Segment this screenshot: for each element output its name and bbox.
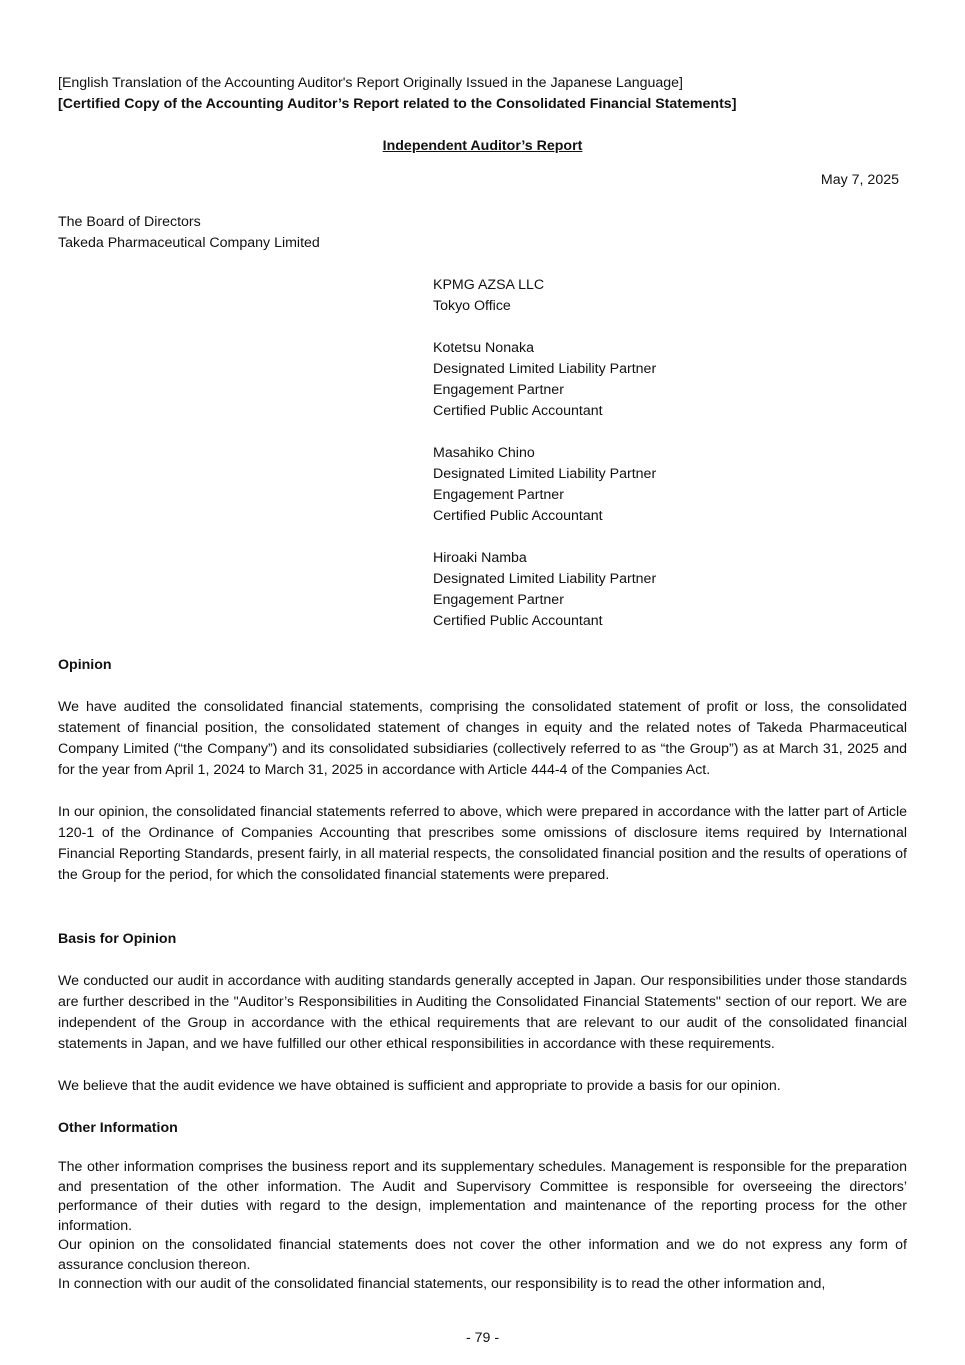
other-information-paragraph-1: The other information comprises the business report and its supplementary schedules. Management is responsible for the preparation and presentation of the other information. The Audit and Supervisory Committee is responsible for overseeing the directors’ performance of their duties with regard to the design, implementation and maintenance of the reporting process for the other information. xyxy=(58,1159,907,1234)
partner-role: Certified Public Accountant xyxy=(433,403,603,419)
report-title xyxy=(0,136,965,157)
other-information-paragraph-2: Our opinion on the consolidated financial statements does not cover the other information and we do not express any form of assurance conclusion thereon. xyxy=(58,1237,907,1273)
partner-block xyxy=(433,548,656,632)
partner-block xyxy=(433,338,656,422)
partner-role: Designated Limited Liability Partner xyxy=(433,466,657,482)
partner-role: Certified Public Accountant xyxy=(433,613,603,629)
audit-firm-block xyxy=(433,275,544,317)
translation-note: [English Translation of the Accounting Auditor's Report Originally Issued in the Japanese Language] xyxy=(58,75,683,91)
basis-paragraph-2: We believe that the audit evidence we have obtained is sufficient and appropriate to provide a basis for our opinion. xyxy=(58,1078,781,1094)
basis-heading: Basis for Opinion xyxy=(58,931,177,947)
opinion-heading: Opinion xyxy=(58,657,112,673)
page-number: - 79 - xyxy=(465,1330,500,1346)
firm-name: KPMG AZSA LLC xyxy=(433,277,545,293)
firm-office: Tokyo Office xyxy=(433,298,511,314)
opinion-paragraph-1: We have audited the consolidated financial statements, comprising the consolidated statement of profit or loss, the consolidated statement of financial position, the consolidated statement of changes in equity and the related notes of Takeda Pharmaceutical Company Limited (“the Company”) and its consolidated subsidiaries (collectively referred to as “the Group”) as at March 31, 2025 and for the year from April 1, 2024 to March 31, 2025 in accordance with Article 444-4 of the Companies Act. xyxy=(58,699,907,778)
partner-role: Engagement Partner xyxy=(433,487,564,503)
basis-paragraph-1: We conducted our audit in accordance with auditing standards generally accepted in Japan. Our responsibilities under those standards are further described in the "Auditor’s Responsibilities in Auditing the Consolidated Financial Statements" section of our report. We are independent of the Group in accordance with the ethical requirements that are relevant to our audit of the consolidated financial statements in Japan, and we have fulfilled our other ethical responsibilities in accordance with these requirements. xyxy=(58,973,907,1052)
partner-block xyxy=(433,443,656,527)
partner-role: Certified Public Accountant xyxy=(433,508,603,524)
opinion-paragraph-2: In our opinion, the consolidated financial statements referred to above, which were prepared in accordance with the latter part of Article 120-1 of the Ordinance of Companies Accounting that prescribes some omissions of disclosure items required by International Financial Reporting Standards, present fairly, in all material respects, the consolidated financial position and the results of operations of the Group for the period, for which the consolidated financial statements were prepared. xyxy=(58,804,907,883)
addressee-line-1: The Board of Directors xyxy=(58,214,201,230)
other-information-paragraph-3: In connection with our audit of the consolidated financial statements, our responsibility is to read the other information and, xyxy=(58,1276,826,1292)
partner-name: Kotetsu Nonaka xyxy=(433,340,534,356)
partner-role: Engagement Partner xyxy=(433,382,564,398)
report-title-text: Independent Auditor’s Report xyxy=(382,138,583,154)
certified-copy-heading: [Certified Copy of the Accounting Auditor’s Report related to the Consolidated Financial Statements] xyxy=(58,96,737,112)
partner-name: Hiroaki Namba xyxy=(433,550,527,566)
partner-role: Designated Limited Liability Partner xyxy=(433,571,657,587)
partner-name: Masahiko Chino xyxy=(433,445,535,461)
other-information-heading: Other Information xyxy=(58,1120,178,1136)
addressee-line-2: Takeda Pharmaceutical Company Limited xyxy=(58,235,320,251)
report-date: May 7, 2025 xyxy=(820,172,899,188)
partner-role: Engagement Partner xyxy=(433,592,564,608)
partner-role: Designated Limited Liability Partner xyxy=(433,361,657,377)
